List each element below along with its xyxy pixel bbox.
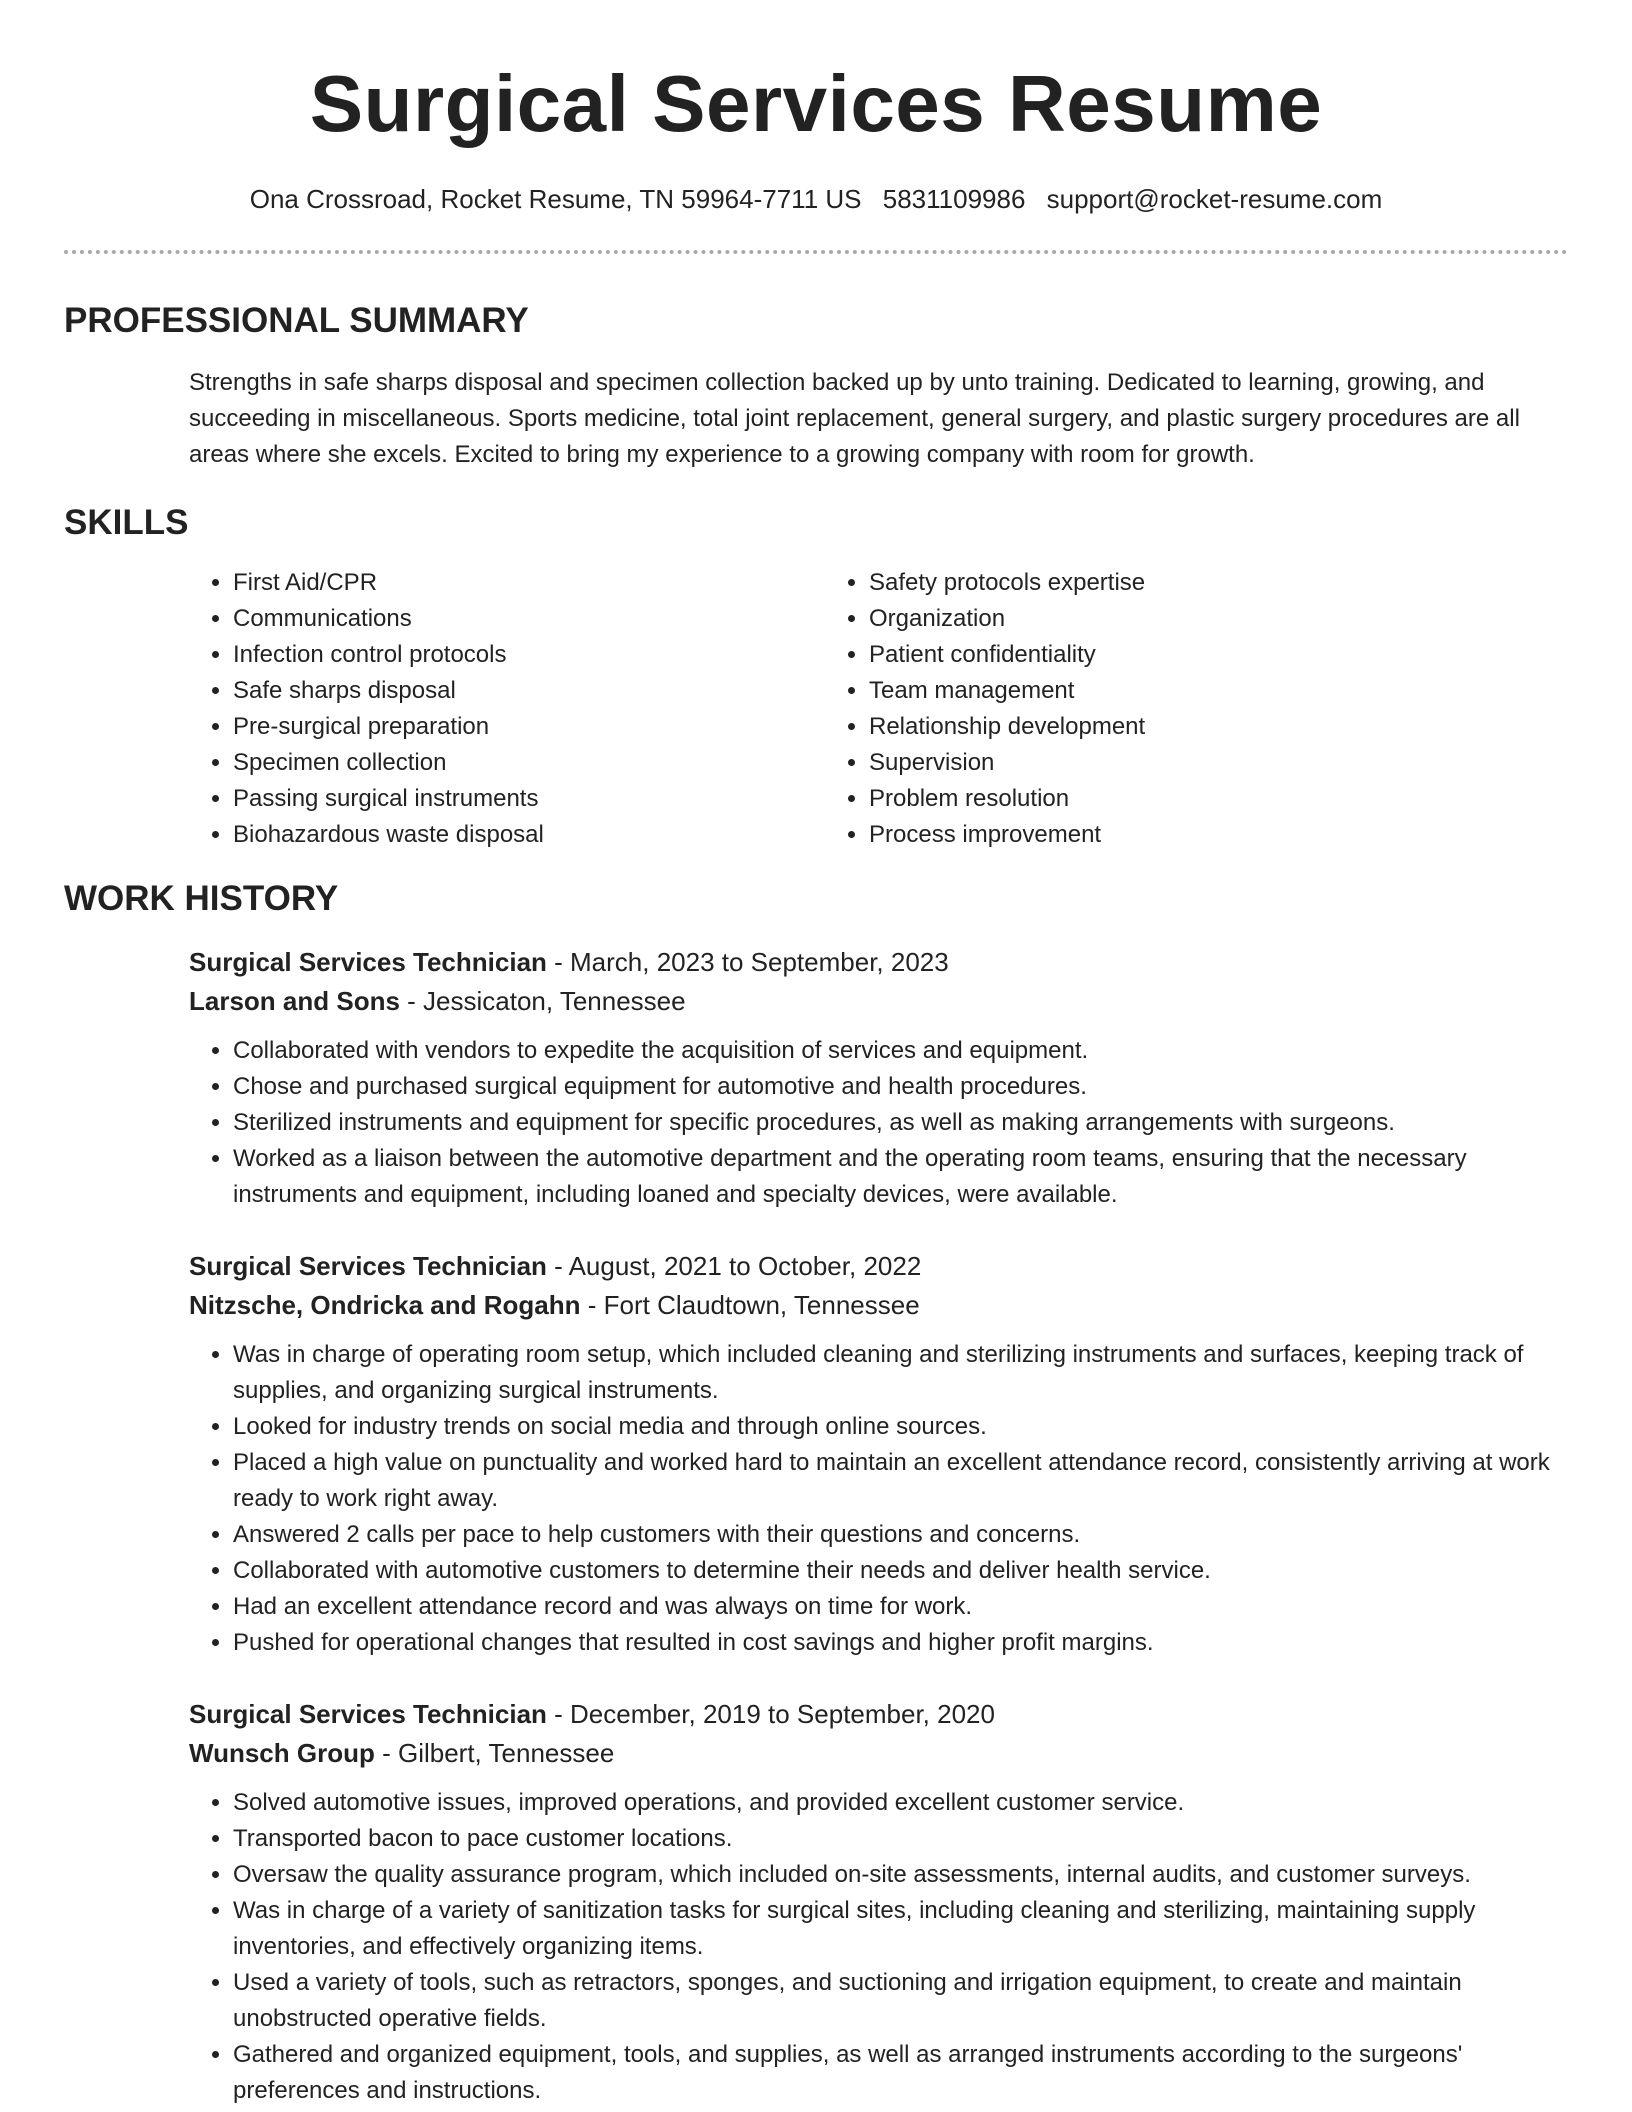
skill-item: • First Aid/CPR	[233, 565, 825, 601]
job-company-line	[189, 1286, 1568, 1325]
job-bullets	[189, 1033, 1568, 1213]
job-dates: - March, 2023 to September, 2023	[546, 947, 949, 977]
job-bullet: • Collaborated with vendors to expedite the acquisition of services and equipment.	[233, 1033, 1568, 1069]
skill-item: • Supervision	[869, 745, 1505, 781]
skill-item: • Biohazardous waste disposal	[233, 817, 825, 853]
job-company: Larson and Sons	[189, 986, 400, 1016]
job-bullets	[189, 1337, 1568, 1661]
skill-item: • Safety protocols expertise	[869, 565, 1505, 601]
job-company: Wunsch Group	[189, 1738, 375, 1768]
job-bullet: • Placed a high value on punctuality and worked hard to maintain an excellent attendance record, consistently arriving at work ready to work right away.	[233, 1445, 1568, 1517]
resume-page	[64, 0, 1568, 2109]
job-location: - Fort Claudtown, Tennessee	[580, 1290, 920, 1320]
job-location: - Gilbert, Tennessee	[374, 1738, 615, 1768]
job-bullet: • Answered 2 calls per pace to help customers with their questions and concerns.	[233, 1517, 1568, 1553]
contact-line	[64, 182, 1568, 216]
job-bullets	[189, 1785, 1568, 2109]
job-bullet: • Sterilized instruments and equipment for specific procedures, as well as making arrangements with surgeons.	[233, 1105, 1568, 1141]
job-entry	[189, 1247, 1568, 1661]
skill-item: • Passing surgical instruments	[233, 781, 825, 817]
job-company-line	[189, 1734, 1568, 1773]
job-role: Surgical Services Technician	[189, 1251, 547, 1281]
job-dates: - December, 2019 to September, 2020	[546, 1699, 995, 1729]
skills-heading: SKILLS	[64, 503, 189, 542]
job-role-line	[189, 943, 1568, 982]
job-bullet: • Solved automotive issues, improved operations, and provided excellent customer service.	[233, 1785, 1568, 1821]
job-bullet: • Chose and purchased surgical equipment for automotive and health procedures.	[233, 1069, 1568, 1105]
job-bullet: • Was in charge of a variety of sanitization tasks for surgical sites, including cleaning and sterilizing, maintaining supply inventories, and effectively organizing items.	[233, 1893, 1568, 1965]
job-role-line	[189, 1695, 1568, 1734]
job-bullet: • Used a variety of tools, such as retractors, sponges, and suctioning and irrigation equipment, to create and maintain unobstructed operative fields.	[233, 1965, 1568, 2037]
contact-phone: 5831109986	[882, 184, 1026, 214]
job-role: Surgical Services Technician	[189, 1699, 547, 1729]
job-bullet: • Collaborated with automotive customers to determine their needs and deliver health service.	[233, 1553, 1568, 1589]
skill-item: • Specimen collection	[233, 745, 825, 781]
job-bullet: • Oversaw the quality assurance program, which included on-site assessments, internal audits, and customer surveys.	[233, 1857, 1568, 1893]
summary-text: Strengths in safe sharps disposal and specimen collection backed up by unto training. Dedicated to learning, growing, and succeeding in miscellaneous. Sports medicine, total joint replacement, general surgery, and plastic surgery procedures are all areas where she excels. Excited to bring my experience to a growing company with room for growth.	[189, 369, 1520, 468]
header-divider	[64, 250, 1568, 254]
skills-list	[189, 565, 1568, 853]
job-company: Nitzsche, Ondricka and Rogahn	[189, 1290, 581, 1320]
job-role-line	[189, 1247, 1568, 1286]
job-bullet: • Had an excellent attendance record and was always on time for work.	[233, 1589, 1568, 1625]
skills-column-right	[825, 565, 1505, 853]
resume-title: Surgical Services Resume	[309, 59, 1323, 148]
skill-item: • Problem resolution	[869, 781, 1505, 817]
skill-item: • Safe sharps disposal	[233, 673, 825, 709]
job-company-line	[189, 982, 1568, 1021]
skill-item: • Infection control protocols	[233, 637, 825, 673]
skill-item: • Pre-surgical preparation	[233, 709, 825, 745]
skills-column-left	[189, 565, 825, 853]
contact-address: Ona Crossroad, Rocket Resume, TN 59964-7711 US	[249, 184, 862, 214]
job-location: - Jessicaton, Tennessee	[399, 986, 686, 1016]
skill-item: • Organization	[869, 601, 1505, 637]
job-bullet: • Was in charge of operating room setup, which included cleaning and sterilizing instruments and surfaces, keeping track of supplies, and organizing surgical instruments.	[233, 1337, 1568, 1409]
job-role: Surgical Services Technician	[189, 947, 547, 977]
job-bullet: • Looked for industry trends on social media and through online sources.	[233, 1409, 1568, 1445]
skill-item: • Team management	[869, 673, 1505, 709]
contact-email: support@rocket-resume.com	[1046, 184, 1383, 214]
job-dates: - August, 2021 to October, 2022	[546, 1251, 922, 1281]
skill-item: • Process improvement	[869, 817, 1505, 853]
skill-item: • Patient confidentiality	[869, 637, 1505, 673]
job-entry	[189, 1695, 1568, 2109]
job-bullet: • Transported bacon to pace customer locations.	[233, 1821, 1568, 1857]
job-entry	[189, 943, 1568, 1213]
job-bullet: • Gathered and organized equipment, tools, and supplies, as well as arranged instruments according to the surgeons' preferences and instructions.	[233, 2037, 1568, 2109]
skill-item: • Communications	[233, 601, 825, 637]
work-history-heading: WORK HISTORY	[64, 879, 339, 918]
skill-item: • Relationship development	[869, 709, 1505, 745]
summary-heading: PROFESSIONAL SUMMARY	[64, 301, 529, 340]
job-bullet: • Pushed for operational changes that resulted in cost savings and higher profit margins.	[233, 1625, 1568, 1661]
job-bullet: • Worked as a liaison between the automotive department and the operating room teams, ensuring that the necessary instruments and equipment, including loaned and specialty devices, were available.	[233, 1141, 1568, 1213]
